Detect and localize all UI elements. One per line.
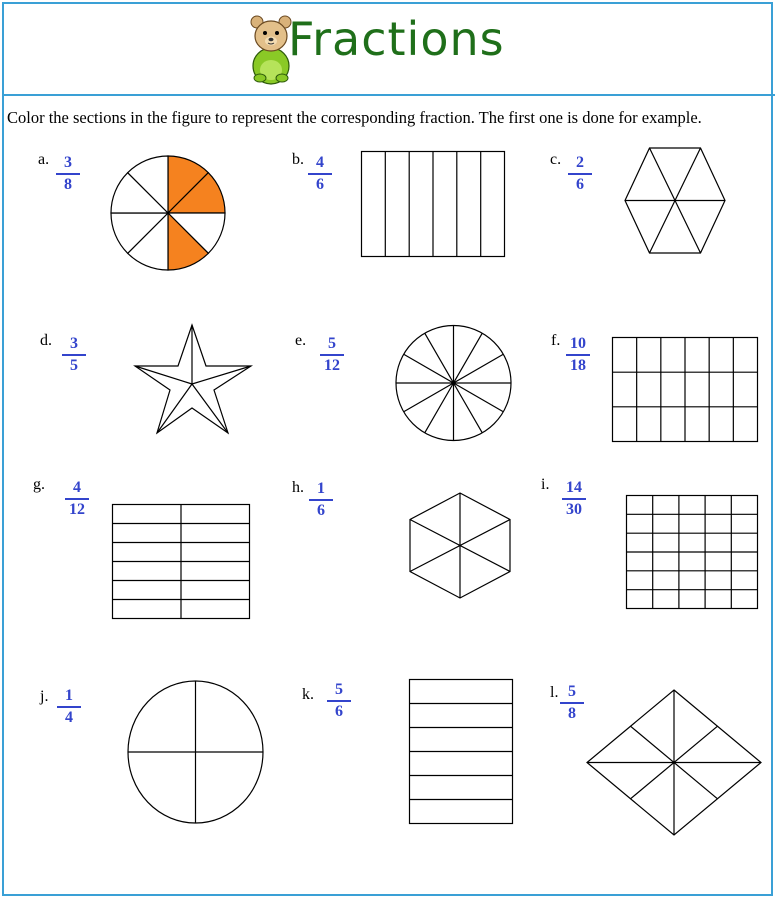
fraction-numerator: 2 xyxy=(576,154,584,171)
fraction xyxy=(317,336,347,374)
figure-grid-18 xyxy=(612,337,758,442)
fraction-numerator: 14 xyxy=(566,479,582,496)
fraction xyxy=(305,155,335,193)
fraction-numerator: 4 xyxy=(73,479,81,496)
fraction xyxy=(565,155,595,193)
figure-grid-30 xyxy=(626,495,758,609)
fraction-denominator: 5 xyxy=(70,356,78,374)
fraction xyxy=(324,682,354,720)
figure-hexagon-6 xyxy=(624,147,726,254)
fraction-numerator: 5 xyxy=(335,681,343,698)
fraction-denominator: 6 xyxy=(335,702,343,720)
fraction xyxy=(306,481,336,519)
fraction-numerator: 1 xyxy=(317,480,325,497)
fraction-denominator: 18 xyxy=(570,356,586,374)
header-divider xyxy=(2,94,775,96)
figure-star-5 xyxy=(134,324,252,434)
fraction-denominator: 6 xyxy=(576,175,584,193)
fraction-denominator: 8 xyxy=(568,704,576,722)
figure-hexagon-6 xyxy=(409,492,511,599)
fraction-numerator: 4 xyxy=(316,154,324,171)
fraction-denominator: 4 xyxy=(65,708,73,726)
instructions-text: Color the sections in the figure to represent the corresponding fraction. The first one is done for example. xyxy=(7,108,702,127)
fraction xyxy=(62,480,92,518)
fraction-numerator: 1 xyxy=(65,687,73,704)
problem-label: d. xyxy=(40,332,52,349)
fraction-denominator: 30 xyxy=(566,500,582,518)
figure-ellipse-4 xyxy=(127,680,264,824)
problem-label: c. xyxy=(550,151,562,168)
figure-rect-6 xyxy=(361,151,505,257)
fraction-numerator: 3 xyxy=(64,154,72,171)
problem-label: e. xyxy=(295,332,307,349)
fraction xyxy=(559,480,589,518)
fraction-denominator: 12 xyxy=(69,500,85,518)
fraction-denominator: 6 xyxy=(316,175,324,193)
problem-label: i. xyxy=(541,476,550,493)
problem-label: h. xyxy=(292,479,304,496)
figure-circle-8 xyxy=(110,155,226,271)
problem-label: g. xyxy=(33,476,45,493)
fraction-numerator: 10 xyxy=(570,335,586,352)
fraction-denominator: 8 xyxy=(64,175,72,193)
problem-label: j. xyxy=(40,688,49,705)
fraction-denominator: 12 xyxy=(324,356,340,374)
fraction xyxy=(54,688,84,726)
problem-label: b. xyxy=(292,151,304,168)
fraction-numerator: 3 xyxy=(70,335,78,352)
page-title: Fractions xyxy=(288,12,505,66)
problem-label: f. xyxy=(551,332,561,349)
fraction xyxy=(557,684,587,722)
fraction xyxy=(563,336,593,374)
fraction-numerator: 5 xyxy=(328,335,336,352)
figure-grid-12 xyxy=(112,504,250,619)
fraction xyxy=(53,155,83,193)
figure-rect-rows-6 xyxy=(409,679,513,824)
problem-label: l. xyxy=(550,684,559,701)
problem-label: k. xyxy=(302,686,314,703)
figure-diamond-8 xyxy=(586,689,762,836)
problem-label: a. xyxy=(38,151,50,168)
fraction xyxy=(59,336,89,374)
figure-circle-12 xyxy=(395,323,512,443)
fraction-numerator: 5 xyxy=(568,683,576,700)
fraction-denominator: 6 xyxy=(317,501,325,519)
